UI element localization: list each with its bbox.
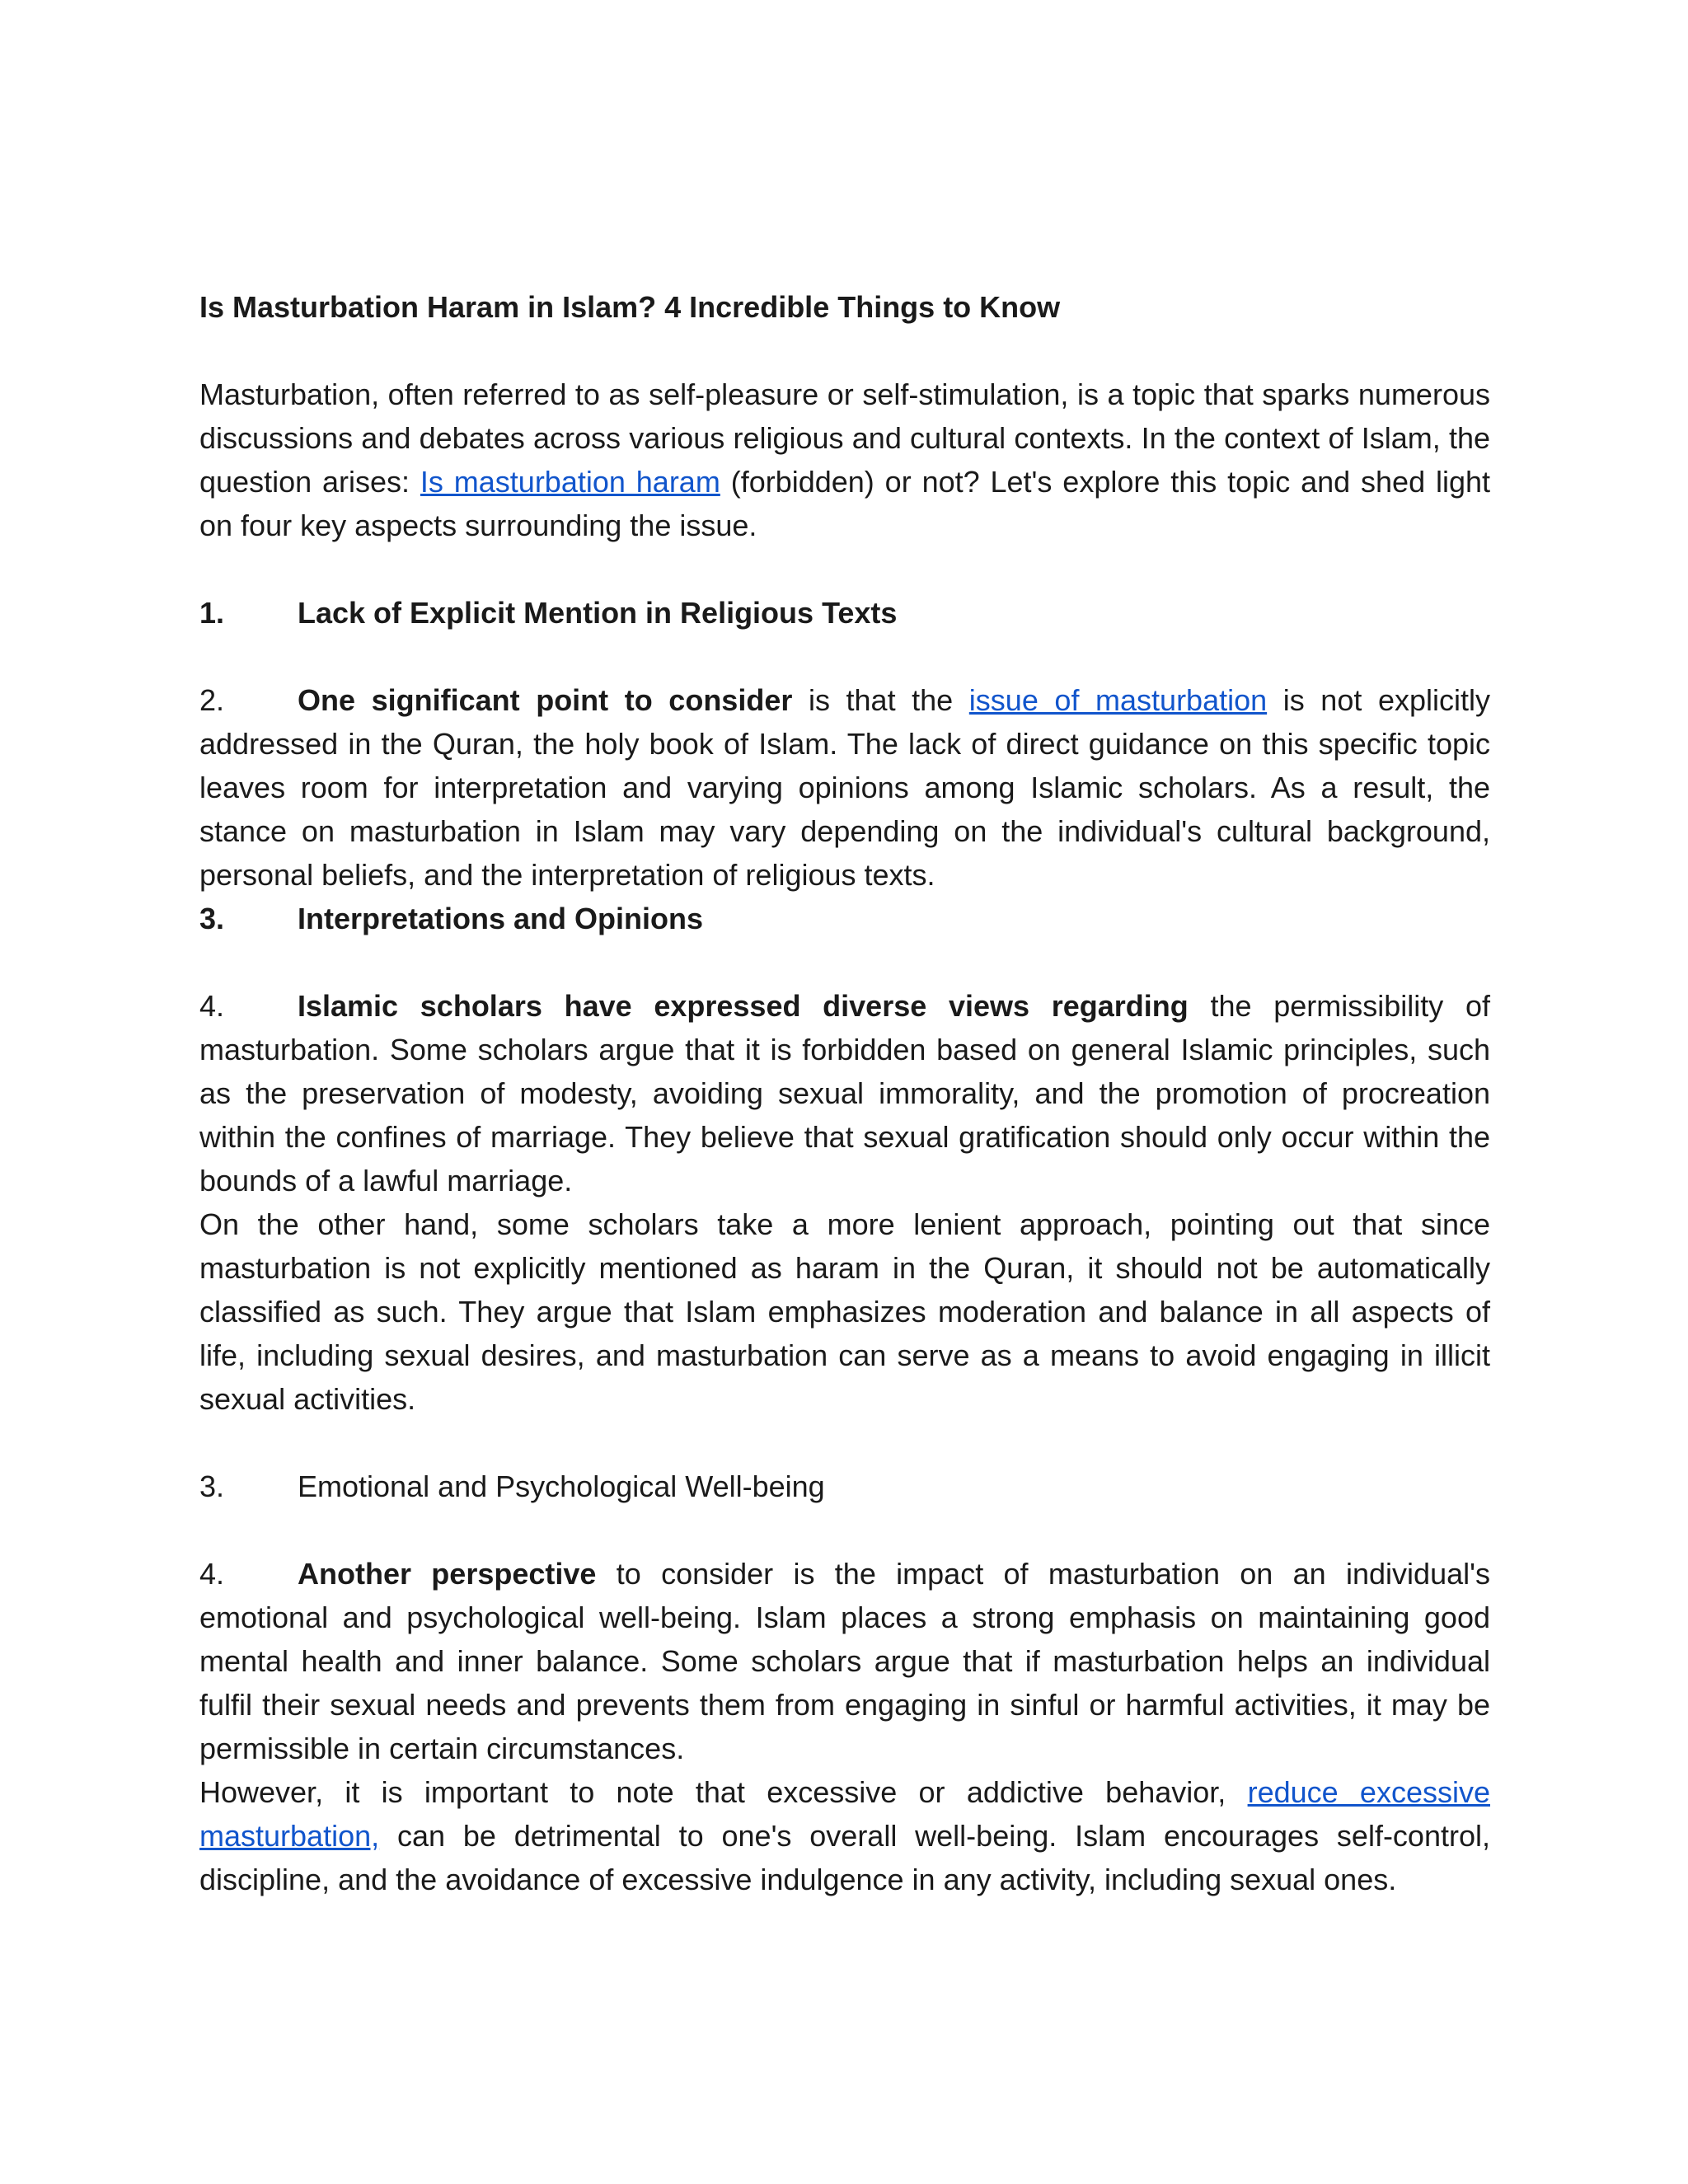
- item-number: 2.: [199, 683, 225, 717]
- however-text-end: can be detrimental to one's overall well-being. Islam encourages self-control, discipline, and the avoidance of excessive indulgence in any activity, including sexual ones.: [199, 1819, 1490, 1896]
- spacer: [199, 547, 1490, 591]
- section-heading-3: [199, 897, 1490, 940]
- intro-text-start: Masturbation, often referred to as self-pleasure or self-stimulation, is a topic that sparks numerous discussions and debates across various religious and cultural contexts. In the context of Islam, the question arises:: [199, 377, 1490, 499]
- item-number: 4.: [199, 989, 225, 1023]
- item-2-text-end: is not explicitly addressed in the Quran, the holy book of Islam. The lack of direct guidance on this specific topic leaves room for interpretation and varying opinions among Islamic scholars. As a result, the stance on masturbation in Islam may vary depending on the individual's cultural background, personal beliefs, and the interpretation of religious texts.: [199, 683, 1490, 892]
- intro-text-end: (forbidden) or not? Let's explore this topic and shed light on four key aspects surrounding the issue.: [199, 465, 1491, 542]
- section-heading-text: Lack of Explicit Mention in Religious Texts: [298, 596, 898, 630]
- item-2-paragraph: [199, 678, 1490, 897]
- section-heading-emotional: [199, 1465, 1490, 1508]
- issue-of-masturbation-link[interactable]: issue of masturbation: [968, 683, 1268, 717]
- item-2-bold-lead: One significant point to consider: [298, 683, 793, 717]
- section-heading-1: [199, 591, 1490, 635]
- item-4-text: the permissibility of masturbation. Some scholars argue that it is forbidden based on general Islamic principles, such as the preservation of modesty, avoiding sexual immorality, and the promotion of procreation within the confines of marriage. They believe that sexual gratification should only occur within the bounds of a lawful marriage.: [199, 989, 1490, 1197]
- another-perspective-paragraph: [199, 1552, 1490, 1770]
- however-paragraph: [199, 1770, 1490, 1901]
- another-perspective-text: to consider is the impact of masturbation on an individual's emotional and psychological well-being. Islam places a strong emphasis on maintaining good mental health and inner balance. Some scholars argue that if masturbation helps an individual fulfil their sexual needs and prevents them from engaging in sinful or harmful activities, it may be permissible in certain circumstances.: [199, 1557, 1490, 1765]
- another-perspective-bold-lead: Another perspective: [298, 1557, 597, 1591]
- section-number: 3.: [199, 902, 225, 935]
- section-number: 1.: [199, 596, 225, 630]
- however-text-start: However, it is important to note that excessive or addictive behavior,: [199, 1775, 1248, 1809]
- spacer: [199, 940, 1490, 984]
- spacer: [199, 1508, 1490, 1552]
- item-4-paragraph: [199, 984, 1490, 1202]
- intro-paragraph: [199, 373, 1490, 547]
- section-heading-text: Interpretations and Opinions: [298, 902, 704, 935]
- section-heading-text: Emotional and Psychological Well-being: [298, 1469, 825, 1503]
- document-title: Is Masturbation Haram in Islam? 4 Incredible Things to Know: [199, 290, 1061, 324]
- item-2-text-start: is that the: [792, 683, 969, 717]
- item-number: 4.: [199, 1557, 225, 1591]
- reduce-excessive-masturbation-link[interactable]: reduce excessive masturbation,: [199, 1775, 1490, 1853]
- item-4-bold-lead: Islamic scholars have expressed diverse views regarding: [298, 989, 1189, 1023]
- other-hand-paragraph: On the other hand, some scholars take a more lenient approach, pointing out that since masturbation is not explicitly mentioned as haram in the Quran, it should not be automatically classified as such. They argue that Islam emphasizes moderation and balance in all aspects of life, including sexual desires, and masturbation can serve as a means to avoid engaging in illicit sexual activities.: [199, 1207, 1490, 1416]
- document-body: [199, 285, 1490, 1901]
- section-number: 3.: [199, 1469, 225, 1503]
- is-masturbation-haram-link[interactable]: Is masturbation haram: [420, 465, 720, 499]
- spacer: [199, 1421, 1490, 1465]
- spacer: [199, 635, 1490, 678]
